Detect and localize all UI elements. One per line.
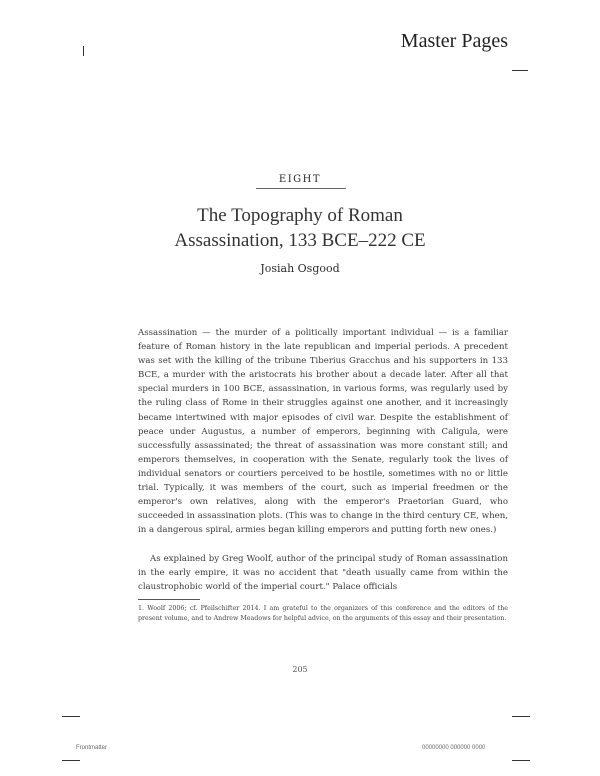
crop-mark-right-top [512,716,530,717]
crop-mark-left-bottom [62,760,80,761]
crop-mark-right-bottom [512,760,530,761]
crop-mark-left-top [62,716,80,717]
header-title: Master Pages [400,30,508,52]
chapter-author: Josiah Osgood [260,262,340,275]
chapter-label: EIGHT [278,174,322,185]
footnote-rule [138,599,200,600]
body-paragraph-2: As explained by Greg Woolf, author of the principal study of Roman assassination in the early empire, it was no accident that "death usually came from within the claustrophobic world of the imperial court." Palace officials [138,554,508,593]
header-rule [512,70,528,71]
body-paragraph-1: Assassination — the murder of a politically important individual — is a familiar feature of Roman history in the late republican and imperial periods. A precedent was set with the killing of the tribune Tiberius Gracchus and his supporters in 133 BCE, a murder with the aristocrats his brother about a decade later. After all that special murders in 100 BCE, assassination, in various forms, was regularly used by the ruling class of Rome in their struggles against one another, and it increasingly became intertwined with major episodes of civil war. Despite the establishment of peace under Augustus, a number of emperors, beginning with Caligula, were successfully assassinated; the threat of assassination was more constant still; and emperors themselves, in cooperation with the Senate, regularly took the lives of individual senators or courtiers perceived to be hostile, sometimes with no or little trial. Typically, it was members of the court, such as imperial freedmen or the emperor's own relatives, along with the emperor's Praetorian Guard, who succeeded in assassination plots. (This was to change in the third century CE, when, in a dangerous spiral, armies began killing emperors and putting forth new ones.) [138,328,508,536]
header-margin-mark [83,46,84,56]
page-number: 205 [292,665,308,674]
slug-right: 00000000 000000 0000 [422,745,486,751]
chapter-title-line-2: Assassination, 133 BCE–222 CE [174,230,426,251]
chapter-title-line-1: The Topography of Roman [197,205,403,226]
chapter-rule [256,188,346,189]
footnote-text: 1. Woolf 2006; cf. Pfeilschifter 2014. I am grateful to the organizers of this conference and the editors of the present volume, and to Andrew Meadows for helpful advice, on the arguments of this essay and their presentation. [138,605,508,622]
slug-left: Frontmatter [76,745,108,751]
